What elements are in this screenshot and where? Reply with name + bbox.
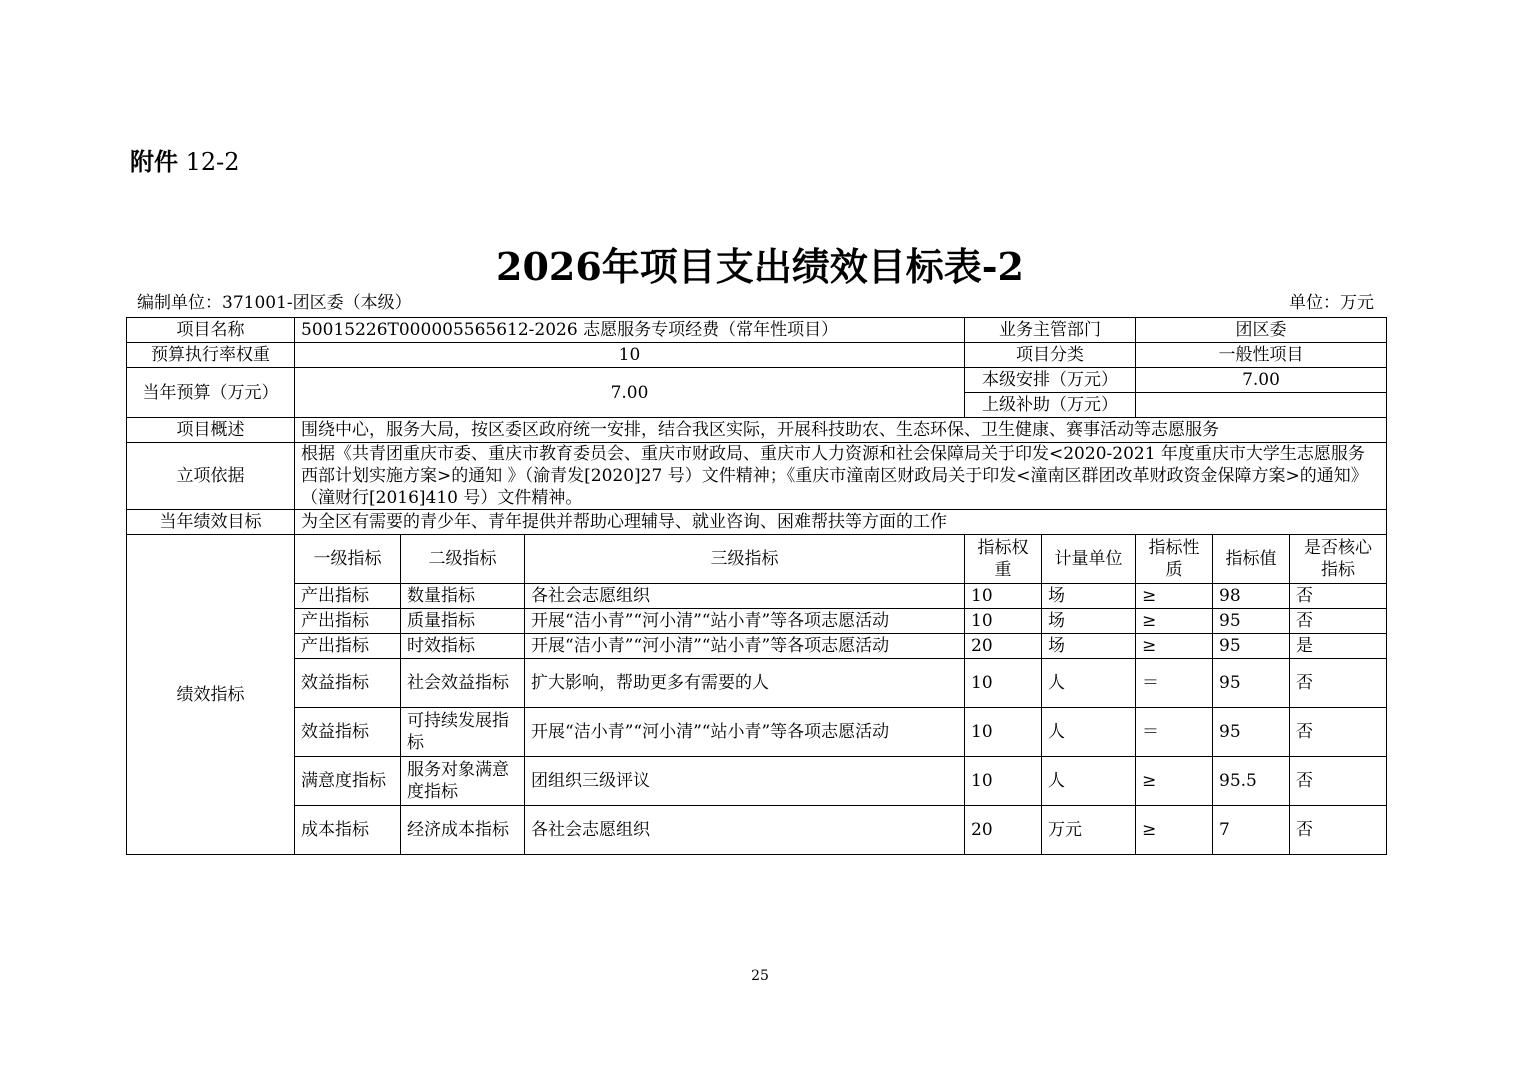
row-core: 否 (1290, 708, 1387, 757)
indicator-row (127, 634, 1387, 659)
currency-unit: 单位：万元 (1289, 293, 1374, 313)
row-weight: 10 (965, 584, 1042, 609)
attachment-number: 12-2 (185, 148, 240, 176)
performance-table (126, 317, 1387, 855)
row-level1: 效益指标 (295, 659, 401, 708)
indicator-row (127, 584, 1387, 609)
row-value: 95 (1213, 609, 1290, 634)
row-level3: 扩大影响，帮助更多有需要的人 (525, 659, 965, 708)
row-weight: 10 (965, 708, 1042, 757)
row-weight: 20 (965, 806, 1042, 855)
header-level2: 二级指标 (401, 535, 525, 584)
row-level2: 可持续发展指标 (401, 708, 525, 757)
exec-weight-label: 预算执行率权重 (127, 343, 295, 368)
row-nature: ＝ (1136, 659, 1213, 708)
page-number: 25 (751, 968, 769, 984)
row-weight: 10 (965, 609, 1042, 634)
budget-value: 7.00 (295, 368, 965, 418)
table-row (127, 343, 1387, 368)
row-level3: 各社会志愿组织 (525, 584, 965, 609)
row-core: 否 (1290, 757, 1387, 806)
row-weight: 20 (965, 634, 1042, 659)
row-level2: 时效指标 (401, 634, 525, 659)
indicator-row (127, 609, 1387, 634)
overview-label: 项目概述 (127, 418, 295, 443)
row-value: 95.5 (1213, 757, 1290, 806)
row-value: 98 (1213, 584, 1290, 609)
row-level3: 开展“洁小青”“河小清”“站小青”等各项志愿活动 (525, 609, 965, 634)
category-label: 项目分类 (965, 343, 1136, 368)
header-core: 是否核心指标 (1290, 535, 1387, 584)
budget-label: 当年预算（万元） (127, 368, 295, 418)
table-row (127, 510, 1387, 535)
row-value: 95 (1213, 634, 1290, 659)
table-row (127, 368, 1387, 393)
row-core: 否 (1290, 609, 1387, 634)
row-level2: 社会效益指标 (401, 659, 525, 708)
row-core: 是 (1290, 634, 1387, 659)
row-level2: 服务对象满意度指标 (401, 757, 525, 806)
row-unit: 万元 (1042, 806, 1136, 855)
row-nature: ≥ (1136, 634, 1213, 659)
row-nature: ≥ (1136, 806, 1213, 855)
row-level1: 效益指标 (295, 708, 401, 757)
row-level1: 成本指标 (295, 806, 401, 855)
row-level2: 质量指标 (401, 609, 525, 634)
overview-value: 围绕中心，服务大局，按区委区政府统一安排，结合我区实际，开展科技助农、生态环保、卫生健康、赛事活动等志愿服务 (295, 418, 1387, 443)
row-level1: 产出指标 (295, 634, 401, 659)
row-weight: 10 (965, 757, 1042, 806)
row-core: 否 (1290, 659, 1387, 708)
header-nature: 指标性质 (1136, 535, 1213, 584)
header-weight: 指标权重 (965, 535, 1042, 584)
row-nature: ＝ (1136, 708, 1213, 757)
row-level1: 满意度指标 (295, 757, 401, 806)
row-level3: 团组织三级评议 (525, 757, 965, 806)
indicator-row (127, 757, 1387, 806)
header-unit: 计量单位 (1042, 535, 1136, 584)
basis-value: 根据《共青团重庆市委、重庆市教育委员会、重庆市财政局、重庆市人力资源和社会保障局关于印发<2020-2021 年度重庆市大学生志愿服务西部计划实施方案>的通知 》（渝青发[2020]27 号）文件精神；《重庆市潼南区财政局关于印发<潼南区群团改革财政资金保障方案>的通知》（潼财行[2016]410 号）文件精神。 (295, 443, 1387, 510)
compiler-unit: 编制单位：371001-团区委（本级） (137, 293, 412, 313)
row-nature: ≥ (1136, 609, 1213, 634)
row-weight: 10 (965, 659, 1042, 708)
attachment-prefix: 附件 (130, 148, 178, 176)
row-core: 否 (1290, 584, 1387, 609)
indicator-header-row (127, 535, 1387, 584)
row-level3: 开展“洁小青”“河小清”“站小青”等各项志愿活动 (525, 708, 965, 757)
indicator-row (127, 659, 1387, 708)
header-level1: 一级指标 (295, 535, 401, 584)
indicator-row (127, 806, 1387, 855)
project-name-value: 50015226T000005565612-2026 志愿服务专项经费（常年性项目） (295, 318, 965, 343)
row-level1: 产出指标 (295, 584, 401, 609)
row-unit: 场 (1042, 609, 1136, 634)
row-level3: 开展“洁小青”“河小清”“站小青”等各项志愿活动 (525, 634, 965, 659)
goal-value: 为全区有需要的青少年、青年提供并帮助心理辅导、就业咨询、困难帮扶等方面的工作 (295, 510, 1387, 535)
indicators-section-label: 绩效指标 (127, 535, 295, 855)
indicator-row (127, 708, 1387, 757)
row-value: 95 (1213, 659, 1290, 708)
table-row (127, 318, 1387, 343)
row-level1: 产出指标 (295, 609, 401, 634)
subsidy-label: 上级补助（万元） (965, 393, 1136, 418)
row-level2: 经济成本指标 (401, 806, 525, 855)
dept-label: 业务主管部门 (965, 318, 1136, 343)
header-level3: 三级指标 (525, 535, 965, 584)
row-unit: 人 (1042, 757, 1136, 806)
row-level3: 各社会志愿组织 (525, 806, 965, 855)
row-value: 7 (1213, 806, 1290, 855)
row-unit: 人 (1042, 708, 1136, 757)
row-value: 95 (1213, 708, 1290, 757)
category-value: 一般性项目 (1136, 343, 1387, 368)
local-value: 7.00 (1136, 368, 1387, 393)
row-nature: ≥ (1136, 757, 1213, 806)
project-name-label: 项目名称 (127, 318, 295, 343)
page-title: 2026年项目支出绩效目标表-2 (496, 244, 1024, 289)
basis-label: 立项依据 (127, 443, 295, 510)
row-unit: 场 (1042, 584, 1136, 609)
table-row (127, 418, 1387, 443)
subsidy-value (1136, 393, 1387, 418)
row-core: 否 (1290, 806, 1387, 855)
local-label: 本级安排（万元） (965, 368, 1136, 393)
goal-label: 当年绩效目标 (127, 510, 295, 535)
attachment-label (130, 146, 240, 178)
row-nature: ≥ (1136, 584, 1213, 609)
table-row (127, 443, 1387, 510)
header-value: 指标值 (1213, 535, 1290, 584)
row-unit: 场 (1042, 634, 1136, 659)
exec-weight-value: 10 (295, 343, 965, 368)
dept-value: 团区委 (1136, 318, 1387, 343)
row-level2: 数量指标 (401, 584, 525, 609)
row-unit: 人 (1042, 659, 1136, 708)
